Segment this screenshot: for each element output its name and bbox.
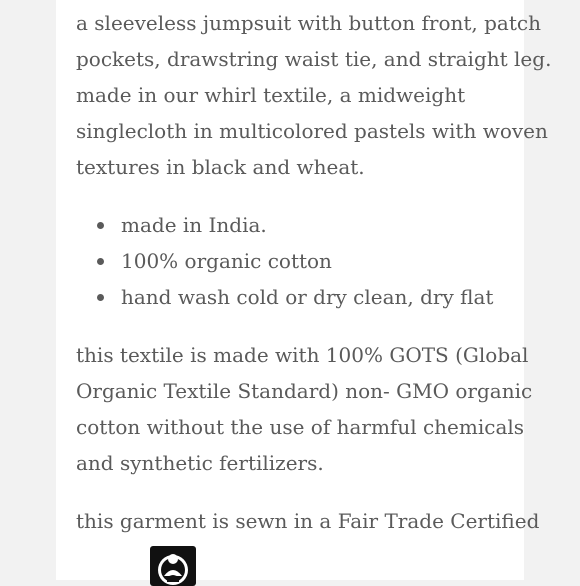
text-line: pockets, drawstring waist tie, and straight leg. (76, 47, 552, 71)
text-line: textures in black and wheat. (76, 155, 365, 179)
text-line: this textile is made with 100% GOTS (Global (76, 343, 529, 367)
product-details-list (76, 207, 516, 315)
text-line: this garment is sewn in a Fair Trade Certified (76, 509, 540, 533)
list-item: hand wash cold or dry clean, dry flat (76, 279, 516, 315)
text-line: cotton without the use of harmful chemicals (76, 415, 525, 439)
fair-trade-paragraph (76, 503, 540, 539)
text-line: a sleeveless jumpsuit with button front, patch (76, 11, 541, 35)
description-paragraph (76, 5, 552, 185)
list-item: made in India. (76, 207, 516, 243)
text-line: and synthetic fertilizers. (76, 451, 324, 475)
text-line: singlecloth in multicolored pastels with woven (76, 119, 548, 143)
textile-info-paragraph (76, 337, 533, 481)
text-line: made in our whirl textile, a midweight (76, 83, 466, 107)
fair-trade-certified-logo-icon (150, 546, 196, 586)
list-item: 100% organic cotton (76, 243, 516, 279)
text-line: Organic Textile Standard) non- GMO organic (76, 379, 533, 403)
